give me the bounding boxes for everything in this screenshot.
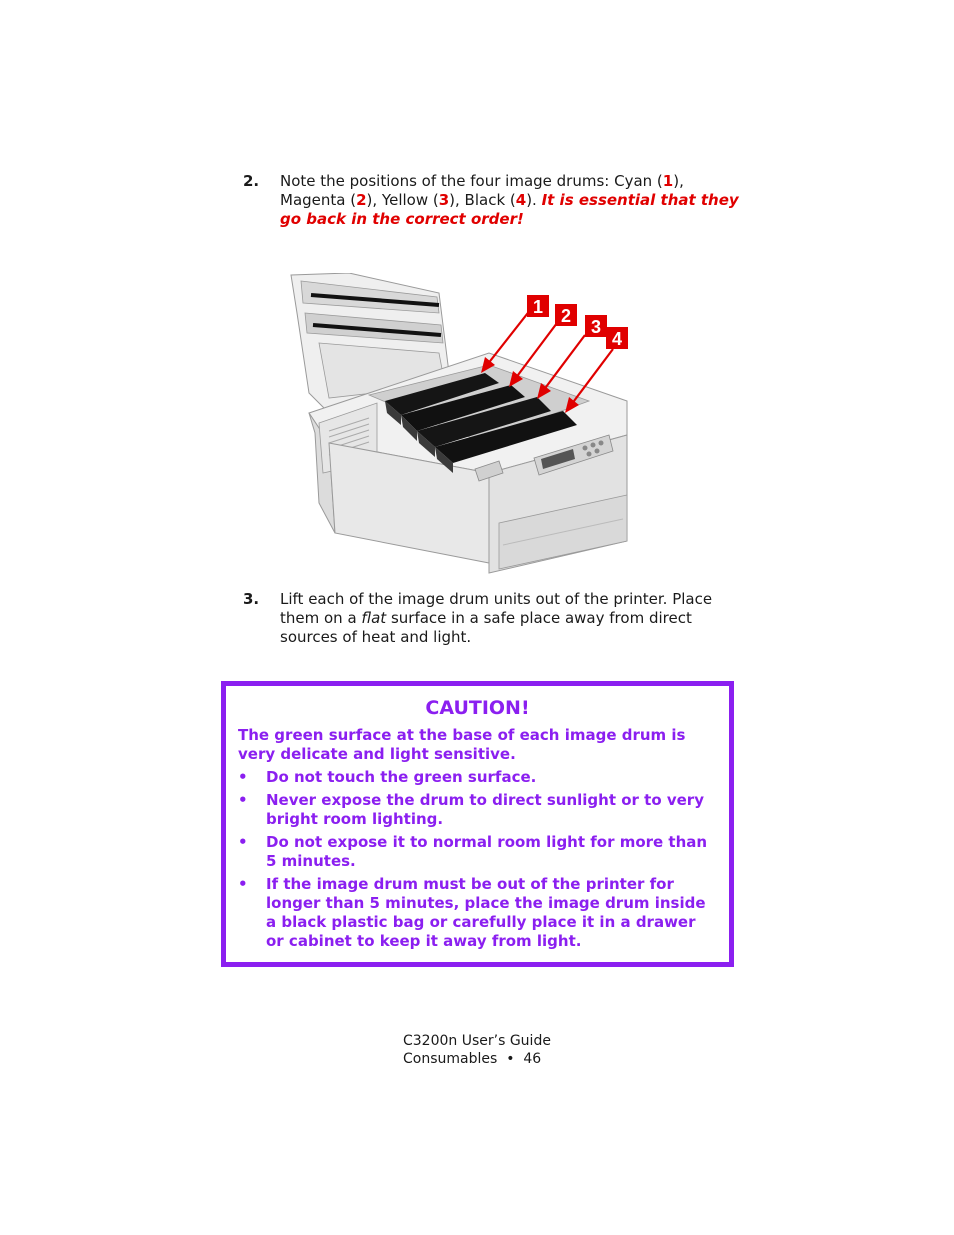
bullet: • — [238, 833, 248, 851]
printer-illustration — [289, 273, 629, 575]
footer-separator: • — [506, 1051, 515, 1067]
step-2-text: Note the positions of the four image drums: Cyan (1), Magenta (2), Yellow (3), Black (4). It is essential that they go back in the correct order! — [280, 172, 739, 228]
callout-ref-2: 2 — [356, 191, 367, 209]
caution-box: CAUTION! The green surface at the base of each image drum is very delicate and light sensitive. • Do not touch the green surface. • Never expose the drum to direct sunlight or to very bright room lighting. • Do not expose it to normal room light for more than 5 minutes. • If the image drum must be out of the printer for longer than 5 minutes, place the image drum inside a black plastic bag or carefully place it in a drawer or cabinet to keep it away from light. — [221, 681, 734, 967]
callout-2-label: 2 — [560, 306, 572, 326]
callout-1-label: 1 — [532, 297, 544, 317]
footer-section: Consumables — [403, 1051, 498, 1067]
caution-intro: The green surface at the base of each image drum is very delicate and light sensitive. — [238, 726, 686, 763]
callout-3 — [585, 315, 607, 337]
callout-ref-1: 1 — [662, 172, 674, 190]
footer-section-line — [403, 1050, 703, 1068]
page-footer — [403, 1032, 703, 1068]
bullet: • — [238, 791, 248, 809]
bullet: • — [238, 768, 248, 786]
step-number: 3. — [243, 590, 260, 608]
footer-guide-title: C3200n User’s Guide — [403, 1033, 551, 1049]
callout-1 — [527, 295, 549, 317]
step-number: 2. — [243, 172, 260, 190]
callout-2 — [555, 304, 577, 326]
step-3-text: Lift each of the image drum units out of the printer. Place them on a flat surface in a safe place away from direct sources of heat and light. — [280, 590, 713, 646]
caution-title: CAUTION! — [425, 697, 530, 719]
callout-4-label: 4 — [611, 329, 623, 349]
warning-emphasis: It is essential that they go back in the correct order! — [280, 191, 739, 228]
callout-3-label: 3 — [590, 317, 602, 337]
flat-italic: flat — [361, 609, 387, 627]
callout-4 — [606, 327, 628, 349]
callout-ref-3: 3 — [438, 191, 450, 209]
callout-ref-4: 4 — [515, 191, 527, 209]
bullet: • — [238, 875, 248, 893]
page-number: 46 — [523, 1051, 542, 1067]
